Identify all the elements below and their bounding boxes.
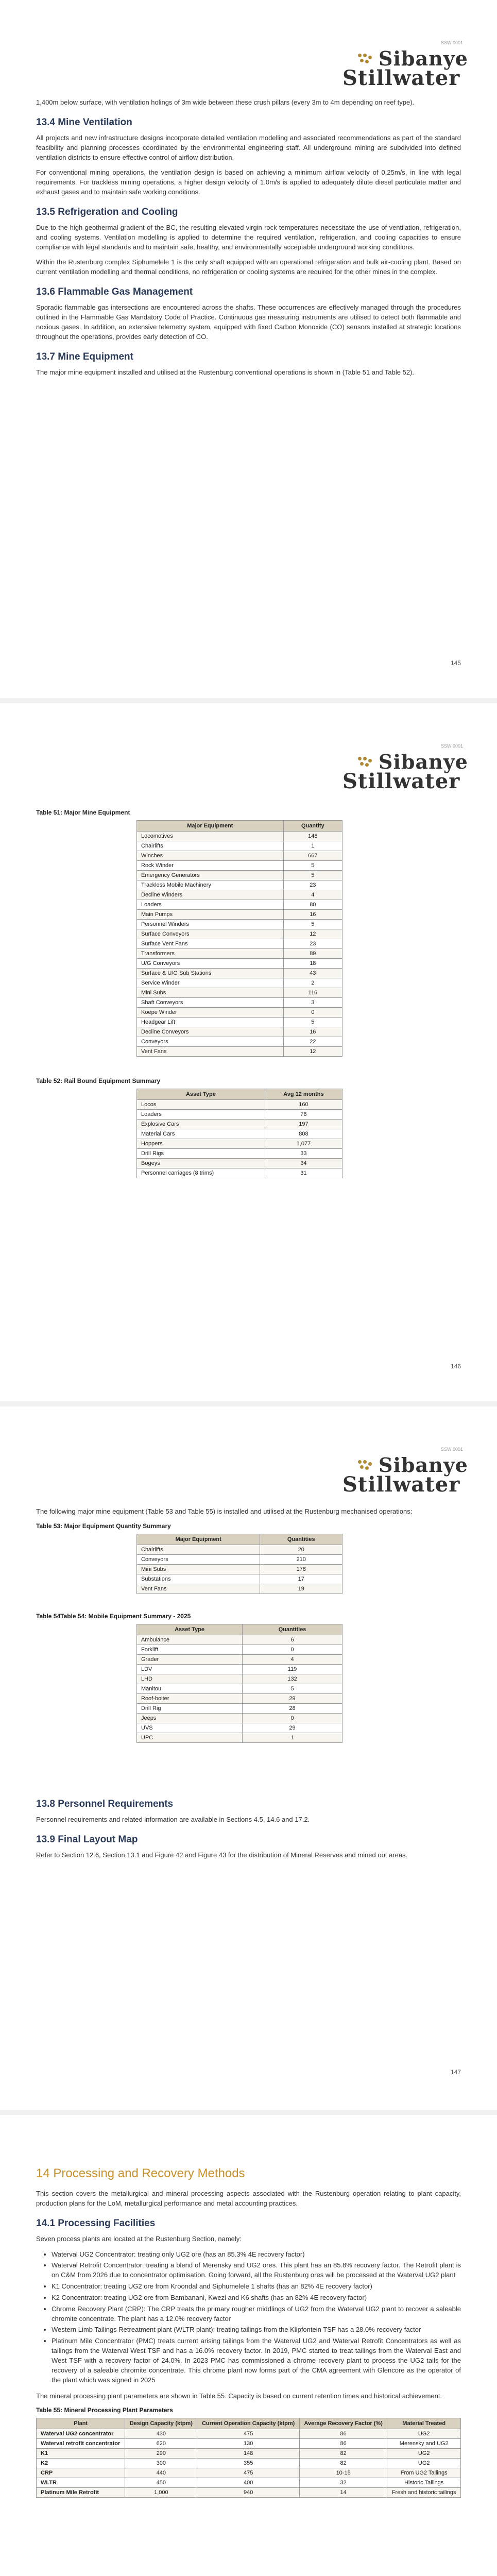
table-row xyxy=(137,1159,342,1168)
page-number: 145 xyxy=(450,659,461,667)
table-row xyxy=(137,1574,342,1584)
table-cell: 3 xyxy=(283,998,342,1008)
table-cell: 1,000 xyxy=(125,2488,197,2498)
table-cell: 16 xyxy=(283,1027,342,1037)
section-13-8-p1: Personnel requirements and related information are available in Sections 4.5, 14.6 and 17.2. xyxy=(36,1815,310,1823)
section-14-1-p1: Seven process plants are located at the Rustenburg Section, namely: xyxy=(36,2234,242,2243)
table-row xyxy=(137,959,342,969)
table-cell: Grader xyxy=(137,1654,243,1664)
table-row xyxy=(137,1635,342,1645)
table-cell: Service Winder xyxy=(137,978,284,988)
table-cell: 1 xyxy=(243,1733,342,1742)
section-14-1-title: 14.1 Processing Facilities xyxy=(36,2217,156,2229)
table-cell: 32 xyxy=(299,2478,387,2488)
table-cell: Drill Rigs xyxy=(137,1149,265,1159)
table-cell: Substations xyxy=(137,1574,260,1584)
table-row xyxy=(137,1100,342,1110)
table-cell: 0 xyxy=(243,1645,342,1654)
table-cell: 0 xyxy=(283,1008,342,1018)
table-cell: 20 xyxy=(260,1545,342,1554)
table-cell: 0 xyxy=(243,1713,342,1723)
column-header: Material Treated xyxy=(387,2418,461,2429)
table-cell: Ambulance xyxy=(137,1635,243,1645)
table-row xyxy=(137,978,342,988)
table-row xyxy=(137,1027,342,1037)
section-13-4-p2: For conventional mining operations, the ventilation design is based on achieving a minimum airflow velocity of 0.25m/s, in line with legal requirements. For trackless mining operations, a higher design velocity of 1.0m/s is applied to adequately dilute diesel particulate matter and exhaust gases and to maintain safe working conditions. xyxy=(36,168,461,196)
list-item: • Western Limb Tailings Retreatment plant (WLTR plant): treating tailings from the Klipfontein TSF has a 28.0% recovery factor xyxy=(52,2325,461,2335)
table-cell: 29 xyxy=(243,1723,342,1733)
table-cell: 12 xyxy=(283,929,342,939)
table-cell: 1 xyxy=(283,841,342,851)
table-row xyxy=(137,1564,342,1574)
table-cell: Surface Conveyors xyxy=(137,929,284,939)
sibanye-stillwater-logo xyxy=(342,1443,466,1499)
table-cell: 16 xyxy=(283,910,342,920)
table-cell: 82 xyxy=(299,2449,387,2459)
table-row xyxy=(137,871,342,880)
column-header: Major Equipment xyxy=(137,1534,260,1545)
section-13-9-title: 13.9 Final Layout Map xyxy=(36,1834,138,1845)
table-row xyxy=(137,841,342,851)
table-row xyxy=(137,1139,342,1149)
table-cell: 6 xyxy=(243,1635,342,1645)
table-cell: WLTR xyxy=(37,2478,125,2488)
logo-tag: SSW 0001 xyxy=(440,743,463,749)
section-13-6-title: 13.6 Flammable Gas Management xyxy=(36,286,193,298)
table-54 xyxy=(136,1624,342,1743)
table-cell: Decline Conveyors xyxy=(137,1027,284,1037)
table-cell: Locomotives xyxy=(137,832,284,841)
table-row xyxy=(137,910,342,920)
logo-line-1: Sibanye xyxy=(379,750,468,773)
table-cell: 290 xyxy=(125,2449,197,2459)
list-item: • Platinum Mile Concentrator (PMC) treats current arising tailings from the Waterval UG2 and Waterval Retrofit Concentrators as well as tailings from the Waterval West TSF and has a 16.0% recovery factor. In 2019, PMC started to treat tailings from the Waterval East and West TSF with a recovery factor of 24.0%. In 2023 PMC has commissioned a chrome recovery plant to process the UG2 tails for the recovery of a saleable chromite concentrate. This chrome plant now forms part of the CMA agreement with Glencore as the operator of the plant which was signed in 2025 xyxy=(52,2336,461,2385)
table-cell: 23 xyxy=(283,880,342,890)
table-cell: 29 xyxy=(243,1693,342,1703)
table-cell: 78 xyxy=(265,1110,342,1120)
logo-dots-icon xyxy=(358,757,375,770)
table-cell: Material Cars xyxy=(137,1129,265,1139)
table-cell: 178 xyxy=(260,1564,342,1574)
table-cell: 43 xyxy=(283,969,342,978)
table-row xyxy=(37,2439,461,2449)
table-row xyxy=(137,920,342,929)
table-cell: 23 xyxy=(283,939,342,949)
table-cell: 808 xyxy=(265,1129,342,1139)
table-header-row xyxy=(137,1089,342,1100)
section-13-5-p2: Within the Rustenburg complex Siphumelele 1 is the only shaft equipped with an operational refrigeration and bulk air-cooling plant. Based on current ventilation modelling and thermal conditions, no refrigeration or cooling systems are required for the other mines in the complex. xyxy=(36,258,461,276)
table-52 xyxy=(136,1089,342,1178)
table-cell: Historic Tailings xyxy=(387,2478,461,2488)
table-row xyxy=(37,2488,461,2498)
sibanye-stillwater-logo xyxy=(342,739,466,796)
table-header-row xyxy=(137,1624,342,1635)
table-row xyxy=(137,1018,342,1027)
table-cell: Chairlifts xyxy=(137,841,284,851)
logo-line-1: Sibanye xyxy=(379,47,468,70)
column-header: Design Capacity (ktpm) xyxy=(125,2418,197,2429)
table-cell: 355 xyxy=(197,2459,300,2468)
section-13-5-title: 13.5 Refrigeration and Cooling xyxy=(36,206,178,217)
section-13-4-p1: All projects and new infrastructure designs incorporate detailed ventilation modelling and associated recommendations as part of the standard feasibility and planning processes coordinated by the environmental engineering staff. All underground mining are subdivided into defined ventilation districts to ensure effective control of airflow distribution. xyxy=(36,133,461,161)
table-row xyxy=(137,1168,342,1178)
table-cell: U/G Conveyors xyxy=(137,959,284,969)
table-51-caption: Table 51: Major Mine Equipment xyxy=(36,809,130,816)
table-cell: Waterval UG2 concentrator xyxy=(37,2429,125,2439)
table-cell: Chairlifts xyxy=(137,1545,260,1554)
section-13-5-p1: Due to the high geothermal gradient of the BC, the resulting elevated virgin rock temperatures necessitate the use of ventilation, refrigeration, and cooling systems. Ventilation modelling is applied to determine the required ventilation, refrigeration, and cooling capacities to ensure compliance with legal standards and to maintain safe, healthy, and environmentally acceptable underground working conditions. xyxy=(36,223,461,251)
table-cell: Jeeps xyxy=(137,1713,243,1723)
list-item: • K2 Concentrator: treating UG2 ore from Bambanani, Kwezi and K6 shafts (has an 82% 4E recovery factor) xyxy=(52,2293,461,2303)
table-cell: Drill Rig xyxy=(137,1703,243,1713)
table-cell: 28 xyxy=(243,1703,342,1713)
column-header: Average Recovery Factor (%) xyxy=(299,2418,387,2429)
column-header: Avg 12 months xyxy=(265,1089,342,1100)
table-row xyxy=(37,2468,461,2478)
table-row xyxy=(137,998,342,1008)
section-13-8-title: 13.8 Personnel Requirements xyxy=(36,1798,174,1809)
sibanye-stillwater-logo xyxy=(342,36,466,93)
table-row xyxy=(137,861,342,871)
table-cell: Winches xyxy=(137,851,284,861)
table-cell: UG2 xyxy=(387,2429,461,2439)
logo-tag: SSW 0001 xyxy=(440,40,463,45)
chapter-14-title: 14 Processing and Recovery Methods xyxy=(36,2166,245,2180)
table-cell: 86 xyxy=(299,2439,387,2449)
table-row xyxy=(137,1149,342,1159)
table-cell: 210 xyxy=(260,1554,342,1564)
table-51 xyxy=(136,820,342,1057)
logo-dots-icon xyxy=(358,54,375,67)
table-cell: 300 xyxy=(125,2459,197,2468)
table-cell: Waterval retrofit concentrator xyxy=(37,2439,125,2449)
table-cell: 2 xyxy=(283,978,342,988)
table-54-caption: Table 54Table 54: Mobile Equipment Summary - 2025 xyxy=(36,1612,191,1620)
table-cell: 5 xyxy=(283,871,342,880)
list-item: • Waterval Retrofit Concentrator: treating a blend of Merensky and UG2 ores. This plant has an 85.8% recovery factor. The Retrofit plant is on C&M from 2026 due to concentrator optimisation. Going forward, all the Rustenburg ores will be processed at the Waterval UG2 plant xyxy=(52,2261,461,2280)
column-header: Quantity xyxy=(283,821,342,832)
page-number: 147 xyxy=(450,2069,461,2076)
column-header: Plant xyxy=(37,2418,125,2429)
table-row xyxy=(137,1674,342,1684)
table-row xyxy=(137,1008,342,1018)
table-cell: Mini Subs xyxy=(137,1564,260,1574)
table-cell: 148 xyxy=(197,2449,300,2459)
list-item: • K1 Concentrator: treating UG2 ore from Kroondal and Siphumelele 1 shafts (has an 82% 4E recovery factor) xyxy=(52,2282,461,2292)
table-cell: Bogeys xyxy=(137,1159,265,1168)
table-cell: Emergency Generators xyxy=(137,871,284,880)
table-cell: 80 xyxy=(283,900,342,910)
table-cell: 4 xyxy=(243,1654,342,1664)
table-cell: 22 xyxy=(283,1037,342,1047)
page-147 xyxy=(0,1406,497,2110)
table-row xyxy=(137,1129,342,1139)
table-row xyxy=(137,832,342,841)
table-cell: 940 xyxy=(197,2488,300,2498)
table-cell: Platinum Mile Retrofit xyxy=(37,2488,125,2498)
table-cell: Headgear Lift xyxy=(137,1018,284,1027)
table-row xyxy=(137,1723,342,1733)
table-cell: 450 xyxy=(125,2478,197,2488)
column-header: Major Equipment xyxy=(137,821,284,832)
page-148 xyxy=(0,2115,497,2576)
table-cell: Shaft Conveyors xyxy=(137,998,284,1008)
table-cell: 119 xyxy=(243,1664,342,1674)
logo-line-2: Stillwater xyxy=(342,66,460,90)
column-header: Asset Type xyxy=(137,1624,243,1635)
table-cell: 17 xyxy=(260,1574,342,1584)
table-cell: Conveyors xyxy=(137,1554,260,1564)
table-cell: Personnel Winders xyxy=(137,920,284,929)
table-cell: 132 xyxy=(243,1674,342,1684)
table-row xyxy=(137,1645,342,1654)
section-14-1-p2: The mineral processing plant parameters are shown in Table 55. Capacity is based on current retention times and historical achievement. xyxy=(36,2392,442,2400)
table-row xyxy=(137,1545,342,1554)
list-item: • Waterval UG2 Concentrator: treating only UG2 ore (has an 85.3% 4E recovery factor) xyxy=(52,2250,461,2260)
table-cell: 19 xyxy=(260,1584,342,1594)
table-row xyxy=(137,1584,342,1594)
table-cell: 86 xyxy=(299,2429,387,2439)
column-header: Quantities xyxy=(260,1534,342,1545)
table-cell: K2 xyxy=(37,2459,125,2468)
table-cell: 18 xyxy=(283,959,342,969)
table-cell: 620 xyxy=(125,2439,197,2449)
table-cell: K1 xyxy=(37,2449,125,2459)
table-row xyxy=(137,1037,342,1047)
logo-tag: SSW 0001 xyxy=(440,1447,463,1452)
column-header: Quantities xyxy=(243,1624,342,1635)
table-row xyxy=(137,880,342,890)
column-header: Current Operation Capacity (ktpm) xyxy=(197,2418,300,2429)
logo-dots-icon xyxy=(358,1460,375,1473)
logo-line-1: Sibanye xyxy=(379,1453,468,1477)
table-cell: 430 xyxy=(125,2429,197,2439)
table-53 xyxy=(136,1534,342,1594)
section-13-4-title: 13.4 Mine Ventilation xyxy=(36,116,132,128)
plant-list xyxy=(36,2250,461,2385)
table-row xyxy=(137,1713,342,1723)
table-cell: Personnel carriages (8 trims) xyxy=(137,1168,265,1178)
list-item: • Chrome Recovery Plant (CRP): The CRP treats the primary rougher middlings of UG2 from the Waterval UG2 plant to recover a saleable chromite concentrate. The plant has a 12.0% recovery factor xyxy=(52,2304,461,2324)
page-145 xyxy=(0,0,497,698)
table-cell: 400 xyxy=(197,2478,300,2488)
table-cell: 160 xyxy=(265,1100,342,1110)
table-row xyxy=(137,939,342,949)
table-cell: 1,077 xyxy=(265,1139,342,1149)
table-cell: Vent Fans xyxy=(137,1584,260,1594)
table-cell: 148 xyxy=(283,832,342,841)
table-cell: Loaders xyxy=(137,1110,265,1120)
table-cell: LHD xyxy=(137,1674,243,1684)
table-row xyxy=(137,1703,342,1713)
section-13-6-p1: Sporadic flammable gas intersections are encountered across the shafts. These occurrences are effectively managed through the procedures outlined in the Flammable Gas Mandatory Code of Practice. Continuous gas measuring instruments are utilised to detect both flammable and noxious gases. In addition, an extensive telemetry system, equipped with fixed Carbon Monoxide (CO) sensors installed at strategic locations throughout the operations, provides early detection of CO. xyxy=(36,303,461,341)
table-55 xyxy=(36,2418,461,2498)
table-cell: 130 xyxy=(197,2439,300,2449)
table-cell: 475 xyxy=(197,2468,300,2478)
table-row xyxy=(37,2459,461,2468)
page3-intro: The following major mine equipment (Table 53 and Table 55) is installed and utilised at the Rustenburg mechanised operations: xyxy=(36,1507,413,1515)
table-cell: Hoppers xyxy=(137,1139,265,1149)
table-cell: Trackless Mobile Machinery xyxy=(137,880,284,890)
table-cell: 14 xyxy=(299,2488,387,2498)
table-cell: UG2 xyxy=(387,2449,461,2459)
section-13-7-title: 13.7 Mine Equipment xyxy=(36,351,133,362)
table-cell: Transformers xyxy=(137,949,284,959)
table-cell: 10-15 xyxy=(299,2468,387,2478)
table-row xyxy=(137,949,342,959)
table-cell: Decline Winders xyxy=(137,890,284,900)
table-cell: Main Pumps xyxy=(137,910,284,920)
page-146 xyxy=(0,703,497,1401)
table-cell: UVS xyxy=(137,1723,243,1733)
table-cell: Loaders xyxy=(137,900,284,910)
table-row xyxy=(137,851,342,861)
table-cell: Roof-bolter xyxy=(137,1693,243,1703)
table-cell: Fresh and historic tailings xyxy=(387,2488,461,2498)
table-row xyxy=(137,900,342,910)
page1-intro: 1,400m below surface, with ventilation holings of 3m wide between these crush pillars (every 3m to 4m depending on reef type). xyxy=(36,98,415,106)
table-cell: 5 xyxy=(243,1684,342,1693)
section-13-9-p1: Refer to Section 12.6, Section 13.1 and Figure 42 and Figure 43 for the distribution of Mineral Reserves and mined out areas. xyxy=(36,1851,408,1859)
table-cell: From UG2 Tailings xyxy=(387,2468,461,2478)
table-cell: 475 xyxy=(197,2429,300,2439)
table-row xyxy=(137,1654,342,1664)
table-cell: Mini Subs xyxy=(137,988,284,998)
table-cell: 12 xyxy=(283,1047,342,1057)
table-cell: LDV xyxy=(137,1664,243,1674)
table-cell: 667 xyxy=(283,851,342,861)
table-row xyxy=(137,1664,342,1674)
table-row xyxy=(37,2478,461,2488)
logo-line-2: Stillwater xyxy=(342,769,460,793)
column-header: Asset Type xyxy=(137,1089,265,1100)
table-cell: Koepe Winder xyxy=(137,1008,284,1018)
logo-line-2: Stillwater xyxy=(342,1472,460,1497)
table-header-row xyxy=(137,821,342,832)
table-cell: 5 xyxy=(283,1018,342,1027)
table-cell: 33 xyxy=(265,1149,342,1159)
table-row xyxy=(137,1047,342,1057)
table-55-caption: Table 55: Mineral Processing Plant Parameters xyxy=(36,2406,173,2414)
table-cell: 440 xyxy=(125,2468,197,2478)
table-cell: Surface & U/G Sub Stations xyxy=(137,969,284,978)
table-cell: 34 xyxy=(265,1159,342,1168)
table-cell: 4 xyxy=(283,890,342,900)
table-cell: Locos xyxy=(137,1100,265,1110)
table-row xyxy=(137,929,342,939)
table-cell: 197 xyxy=(265,1120,342,1129)
table-row xyxy=(137,1554,342,1564)
table-header-row xyxy=(137,1534,342,1545)
table-cell: Surface Vent Fans xyxy=(137,939,284,949)
table-row xyxy=(137,1693,342,1703)
table-row xyxy=(37,2449,461,2459)
table-row xyxy=(137,988,342,998)
table-cell: UG2 xyxy=(387,2459,461,2468)
section-13-7-p1: The major mine equipment installed and utilised at the Rustenburg conventional operations is shown in (Table 51 and Table 52). xyxy=(36,368,414,376)
table-row xyxy=(137,969,342,978)
table-cell: 31 xyxy=(265,1168,342,1178)
table-cell: Manitou xyxy=(137,1684,243,1693)
table-row xyxy=(137,890,342,900)
table-cell: 82 xyxy=(299,2459,387,2468)
table-cell: UPC xyxy=(137,1733,243,1742)
table-row xyxy=(137,1733,342,1742)
table-cell: Merensky and UG2 xyxy=(387,2439,461,2449)
page-number: 146 xyxy=(450,1363,461,1370)
table-cell: Forklift xyxy=(137,1645,243,1654)
table-cell: Explosive Cars xyxy=(137,1120,265,1129)
table-cell: 89 xyxy=(283,949,342,959)
table-row xyxy=(137,1120,342,1129)
table-cell: Vent Fans xyxy=(137,1047,284,1057)
table-cell: 5 xyxy=(283,861,342,871)
table-cell: 5 xyxy=(283,920,342,929)
table-row xyxy=(137,1684,342,1693)
table-cell: CRP xyxy=(37,2468,125,2478)
table-cell: 116 xyxy=(283,988,342,998)
table-53-caption: Table 53: Major Equipment Quantity Summary xyxy=(36,1522,171,1530)
table-52-caption: Table 52: Rail Bound Equipment Summary xyxy=(36,1077,161,1084)
table-row xyxy=(137,1110,342,1120)
table-header-row xyxy=(37,2418,461,2429)
table-cell: Conveyors xyxy=(137,1037,284,1047)
table-row xyxy=(37,2429,461,2439)
table-cell: Rock Winder xyxy=(137,861,284,871)
page4-intro: This section covers the metallurgical and mineral processing aspects associated with the Rustenburg operation relating to plant capacity, production plans for the LoM, metallurgical performance and metal accounting practices. xyxy=(36,2190,461,2207)
